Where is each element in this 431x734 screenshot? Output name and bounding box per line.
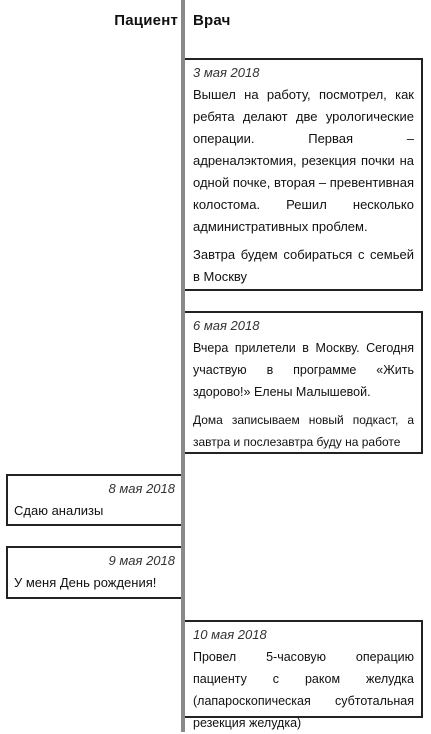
entry-text: Провел 5-часовую операцию пациенту с раком желудка (лапароскопическая субтотальная резекция желудка): [193, 650, 414, 730]
timeline-entry-doctor: [185, 620, 423, 730]
entry-date: 3 мая 2018: [193, 65, 260, 80]
entry-date: 6 мая 2018: [193, 318, 260, 333]
entry-date: 9 мая 2018: [108, 553, 175, 568]
entry-date: 10 мая 2018: [193, 627, 267, 642]
timeline-entry-patient: [6, 546, 181, 599]
patient-column-header: Пациент: [114, 12, 178, 29]
timeline-entry-patient: [6, 474, 181, 526]
timeline-entry-doctor: [185, 311, 423, 454]
entry-text: Завтра будем собираться с семьей в Москву: [193, 247, 414, 284]
entry-date: 8 мая 2018: [108, 481, 175, 496]
entry-text: Вышел на работу, посмотрел, как ребята делают две урологические операции. Первая – адреналэктомия, резекция почки на одной почке, вторая – превентивная колостома. Решил несколько административных проблем.: [193, 87, 414, 234]
timeline-entry-doctor: [185, 58, 423, 291]
entry-text: У меня День рождения!: [14, 575, 157, 590]
entry-text: Сдаю анализы: [14, 503, 104, 518]
doctor-column-header: Врач: [193, 12, 231, 29]
entry-text: Дома записываем новый подкаст, а завтра и послезавтра буду на работе: [193, 413, 414, 449]
entry-text: Вчера прилетели в Москву. Сегодня участвую в программе «Жить здорово!» Елены Малышевой.: [193, 341, 414, 399]
